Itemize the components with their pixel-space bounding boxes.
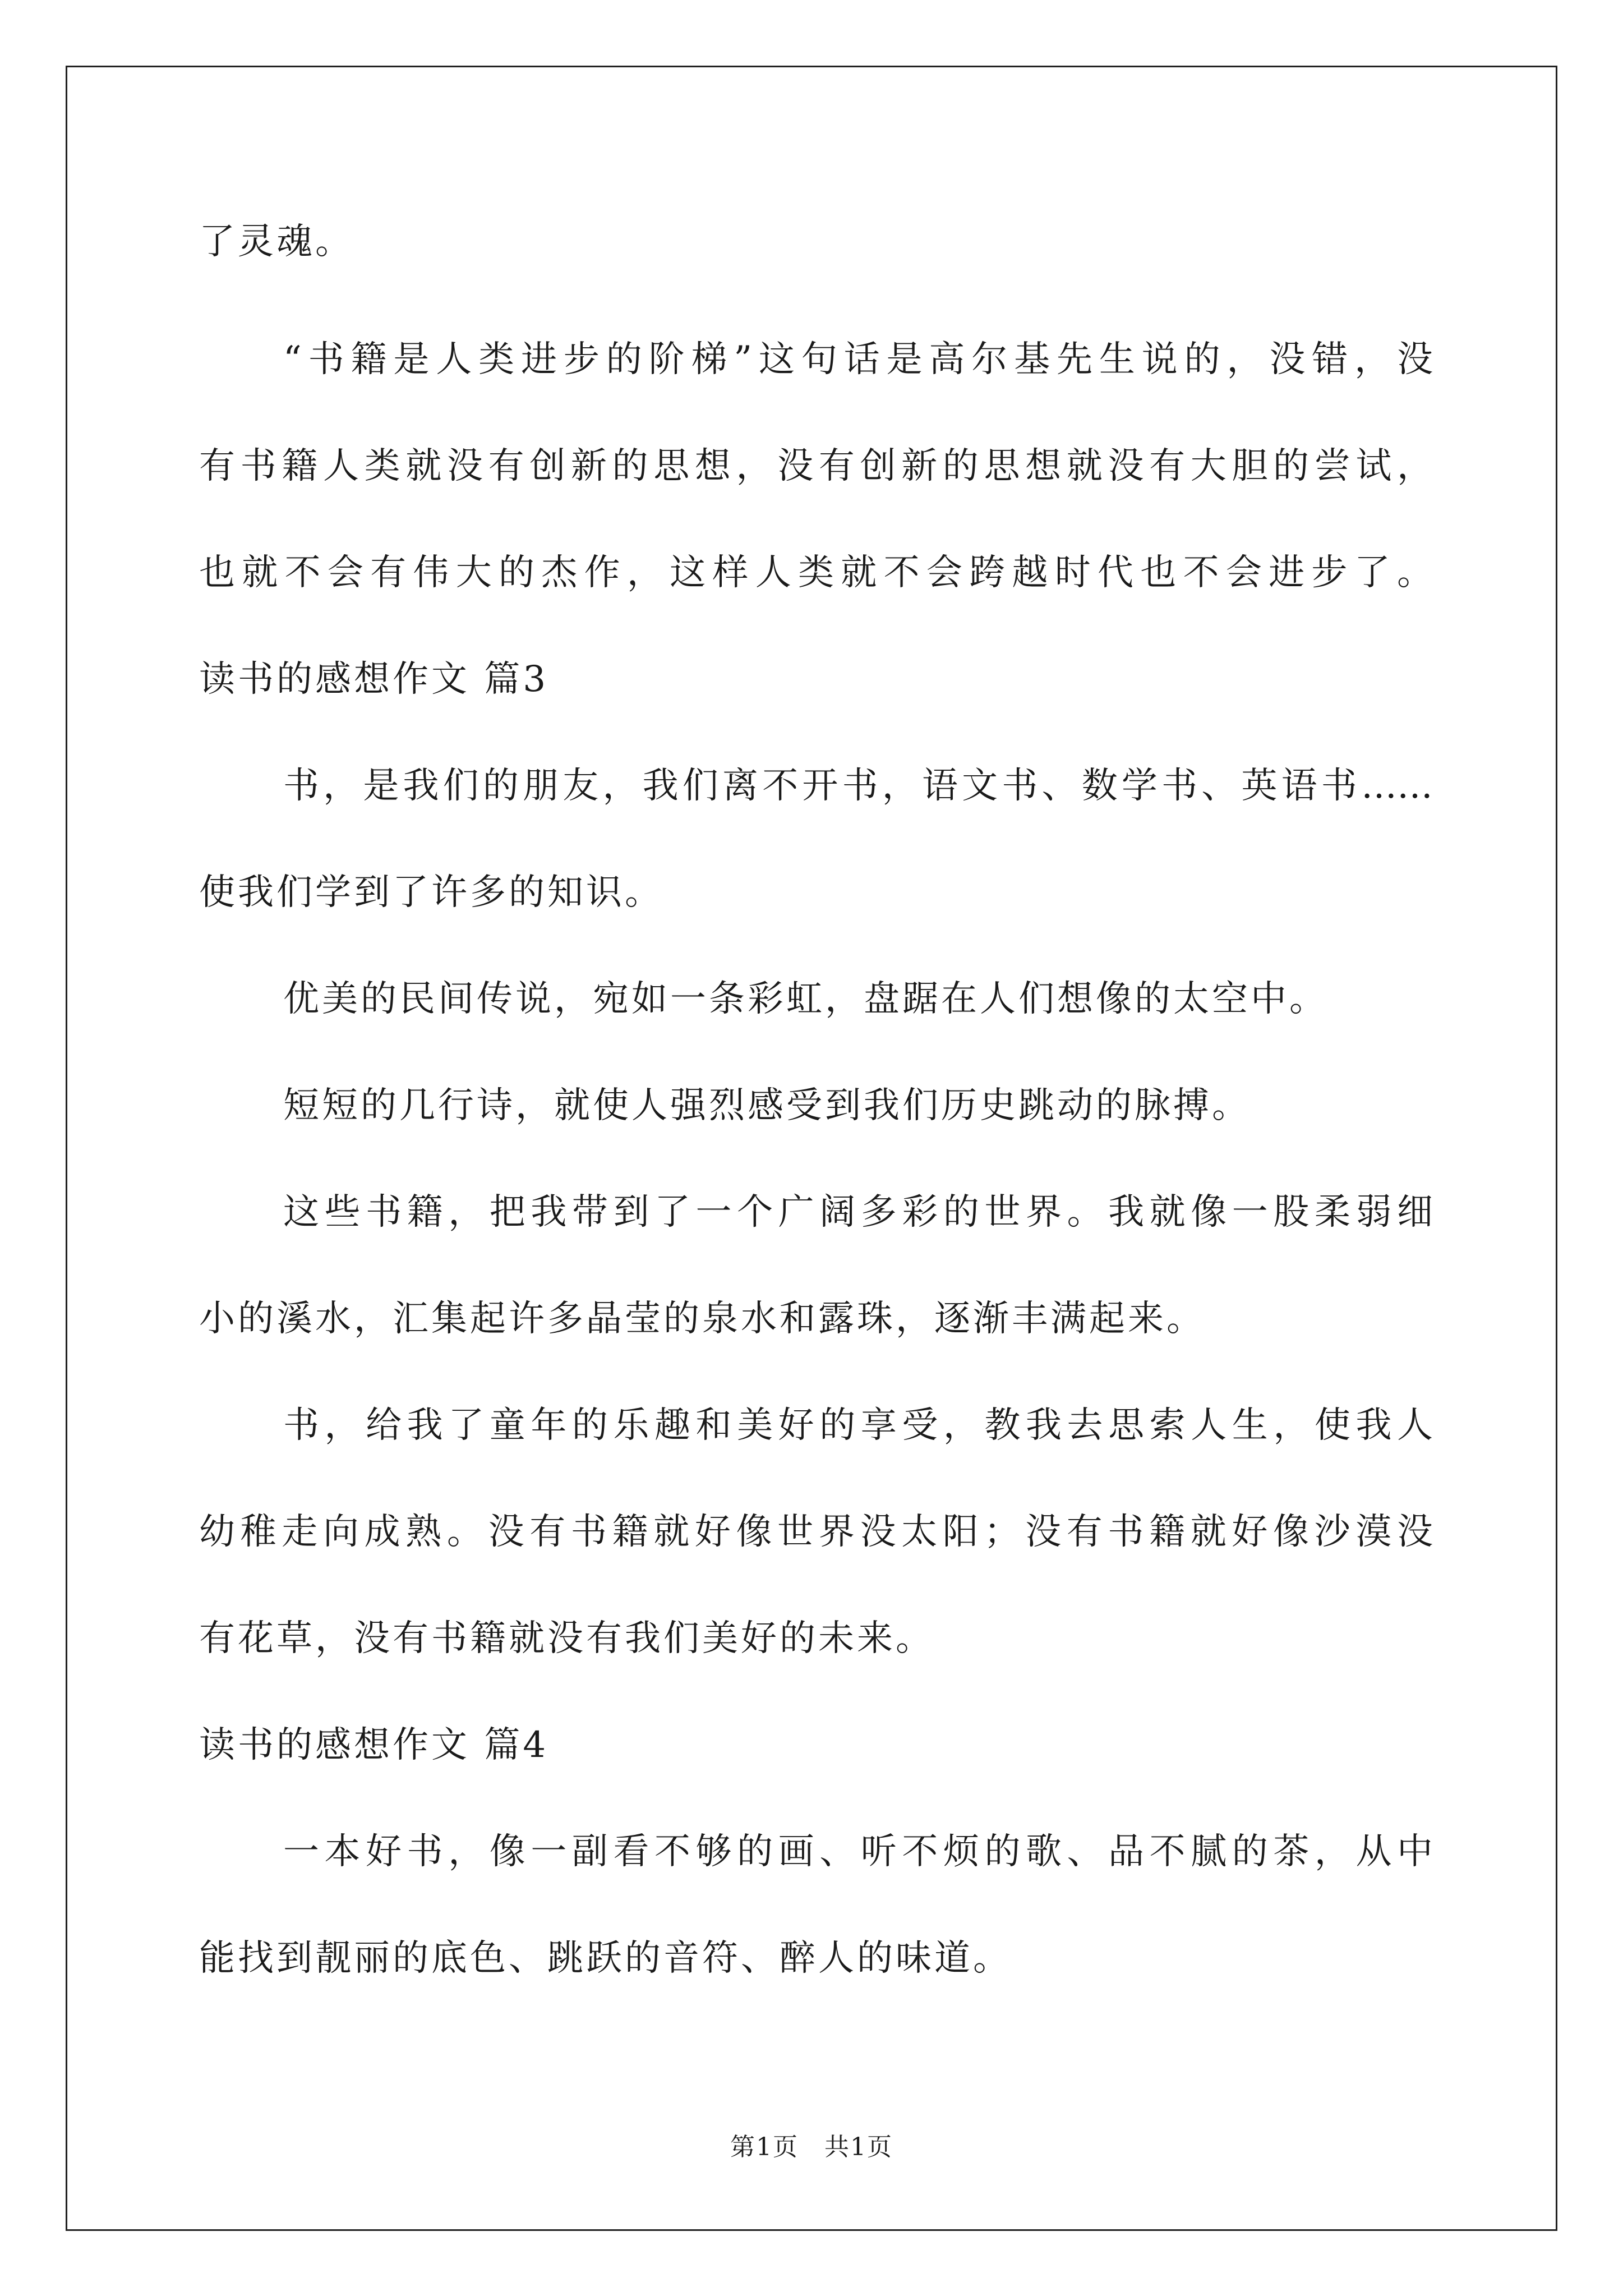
paragraph-line: 这些书籍，把我带到了一个广阔多彩的世界。我就像一股柔弱细 [283, 1191, 1433, 1233]
paragraph-line: 一本好书，像一副看不够的画、听不烦的歌、品不腻的茶，从中 [283, 1831, 1433, 1872]
paragraph-line: 幼稚走向成熟。没有书籍就好像世界没太阳；没有书籍就好像沙漠没 [199, 1511, 1433, 1553]
paragraph-line: 也就不会有伟大的杰作，这样人类就不会跨越时代也不会进步了。 [199, 552, 1433, 593]
page-footer: 第1页 共1页 [730, 2133, 893, 2161]
section-heading: 读书的感想作文 篇3 [199, 659, 549, 700]
paragraph-line: “书籍是人类进步的阶梯”这句话是高尔基先生说的，没错，没 [283, 339, 1433, 380]
paragraph-line: 小的溪水，汇集起许多晶莹的泉水和露珠，逐渐丰满起来。 [199, 1298, 1205, 1340]
paragraph-line: 优美的民间传说，宛如一条彩虹，盘踞在人们想像的太空中。 [283, 978, 1328, 1020]
paragraph-line: 了灵魂。 [199, 221, 354, 263]
paragraph-line: 有花草，没有书籍就没有我们美好的未来。 [199, 1618, 934, 1659]
paragraph-line: 有书籍人类就没有创新的思想，没有创新的思想就没有大胆的尝试， [199, 445, 1433, 487]
paragraph-line: 能找到靓丽的底色、跳跃的音符、醉人的味道。 [199, 1938, 1012, 1979]
paragraph-line: 短短的几行诗，就使人强烈感受到我们历史跳动的脉搏。 [283, 1085, 1251, 1126]
paragraph-line: 书，是我们的朋友，我们离不开书，语文书、数学书、英语书…… [283, 765, 1433, 807]
paragraph-line: 使我们学到了许多的知识。 [199, 872, 663, 913]
section-heading: 读书的感想作文 篇4 [199, 1724, 549, 1766]
page-border [66, 66, 1557, 2231]
paragraph-line: 书，给我了童年的乐趣和美好的享受，教我去思索人生，使我人 [283, 1405, 1433, 1446]
